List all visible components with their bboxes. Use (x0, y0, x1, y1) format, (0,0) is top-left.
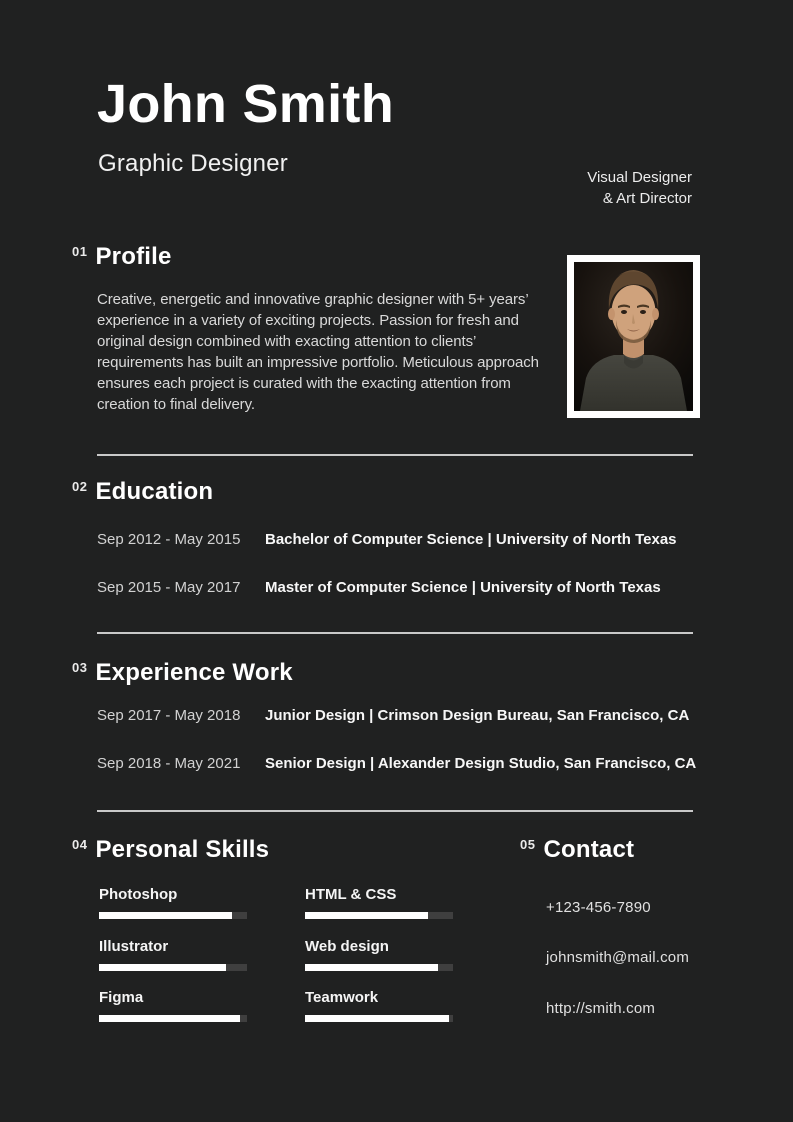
skill-bar-track (305, 912, 453, 919)
portrait-photo (567, 255, 700, 418)
skill-bar-fill (305, 1015, 449, 1022)
education-description: Bachelor of Computer Science | University of North Texas (265, 531, 677, 548)
skill-bar-fill (305, 964, 438, 971)
contact-phone: +123-456-7890 (546, 899, 651, 916)
experience-description: Junior Design | Crimson Design Bureau, San Francisco, CA (265, 707, 690, 724)
education-row (97, 531, 677, 548)
skill-bar-track (305, 964, 453, 971)
education-description: Master of Computer Science | University of North Texas (265, 579, 661, 596)
education-dates: Sep 2015 - May 2017 (97, 579, 241, 596)
education-dates: Sep 2012 - May 2015 (97, 531, 241, 548)
skill-label: HTML & CSS (305, 886, 397, 903)
section-experience-header (72, 659, 293, 687)
skill-label: Web design (305, 938, 389, 955)
experience-dates: Sep 2018 - May 2021 (97, 755, 241, 772)
tagline-line-2: & Art Director (602, 190, 692, 207)
skill-bar-track (99, 912, 247, 919)
section-number: 05 (520, 837, 536, 852)
experience-row (97, 755, 696, 772)
section-divider (97, 454, 693, 456)
section-number: 01 (72, 244, 88, 259)
section-title-experience: Experience Work (95, 659, 293, 686)
skill-bar-track (99, 964, 247, 971)
section-title-education: Education (95, 478, 214, 505)
skill-label: Teamwork (305, 989, 379, 1006)
experience-row (97, 707, 689, 724)
skill-bar-track (99, 1015, 247, 1022)
tagline-line-1: Visual Designer (587, 169, 692, 186)
section-number: 04 (72, 837, 88, 852)
header-tagline (587, 167, 692, 209)
skill-bar-fill (99, 912, 232, 919)
skill-html-css (305, 886, 453, 919)
skill-bar-track (305, 1015, 453, 1022)
section-number: 03 (72, 660, 88, 675)
section-profile-header (72, 243, 172, 271)
person-name: John Smith (97, 74, 394, 134)
section-divider (97, 632, 693, 634)
skill-illustrator (99, 938, 247, 971)
section-divider (97, 810, 693, 812)
profile-summary-text: Creative, energetic and innovative graphic designer with 5+ years’ experience in a variety of exciting projects. Passion for fresh and original design combined with exacting attention to clients’ requirements has built an impressive portfolio. Meticulous approach ensures each project is curated with the exacting attention from creation to final delivery. (97, 291, 539, 413)
skill-bar-fill (99, 1015, 240, 1022)
person-role: Graphic Designer (98, 150, 288, 177)
skill-bar-fill (305, 912, 428, 919)
skill-label: Illustrator (99, 938, 169, 955)
skill-photoshop (99, 886, 247, 919)
skill-teamwork (305, 989, 453, 1022)
section-number: 02 (72, 479, 88, 494)
skill-label: Figma (99, 989, 144, 1006)
skill-label: Photoshop (99, 886, 178, 903)
section-education-header (72, 478, 213, 506)
contact-website: http://smith.com (546, 1000, 656, 1017)
section-contact-header (520, 836, 634, 864)
portrait-illustration (574, 262, 693, 411)
experience-dates: Sep 2017 - May 2018 (97, 707, 241, 724)
section-title-profile: Profile (95, 243, 172, 270)
experience-description: Senior Design | Alexander Design Studio, San Francisco, CA (265, 755, 697, 772)
contact-email: johnsmith@mail.com (546, 949, 690, 966)
section-skills-header (72, 836, 269, 864)
education-row (97, 579, 661, 596)
skill-web-design (305, 938, 453, 971)
section-title-contact: Contact (543, 836, 635, 863)
skill-figma (99, 989, 247, 1022)
section-title-skills: Personal Skills (95, 836, 270, 863)
skill-bar-fill (99, 964, 226, 971)
